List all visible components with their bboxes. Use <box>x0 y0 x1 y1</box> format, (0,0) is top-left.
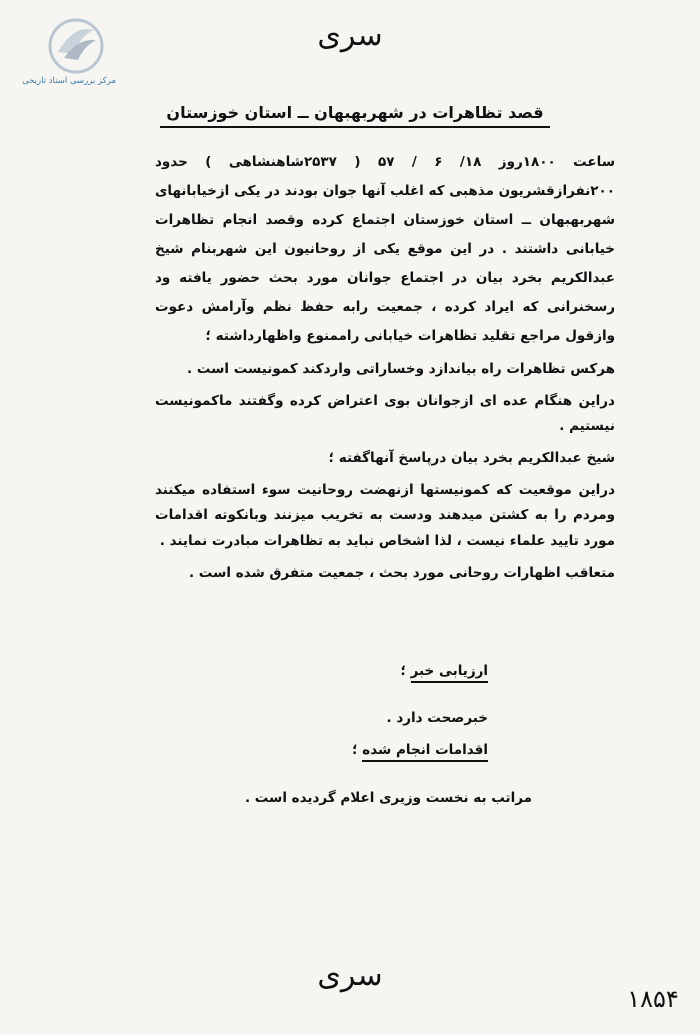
body-paragraph: متعاقب اظهارات روحانی مورد بحث ، جمعیت متفرق شده است . <box>188 564 615 581</box>
body-paragraph: شیخ عبدالکریم بخرد بیان درپاسخ آنهاگفته ؛ <box>328 450 615 467</box>
evaluation-label: ارزیابی خبر <box>411 663 488 683</box>
actions-field: اقدامات انجام شده ؛ <box>352 742 488 758</box>
page-number: ۱۸۵۴ <box>627 985 679 1013</box>
document-body <box>155 148 615 592</box>
body-paragraph: دراین هنگام عده ای ازجوانان بوی اعتراض کرده وگفتند ماکمونیست نیستیم . <box>155 392 615 435</box>
evaluation-value: خبرصحت دارد . <box>386 710 488 726</box>
body-paragraph: هرکس تظاهرات راه بیاندازد وخساراتی واردکند کمونیست است . <box>187 361 615 378</box>
evaluation-field: ارزیابی خبر ؛ <box>401 663 488 679</box>
actions-value: مراتب به نخست وزیری اعلام گردیده است . <box>244 790 532 806</box>
body-paragraph: ساعت ۱۸۰۰روز ۱۸/ ۶ / ۵۷ ( ۲۵۳۷شاهنشاهی ) حدود ۲۰۰نفرازقشریون مذهبی که اغلب آنها جوان بودند در یکی ازخیابانهای شهربهبهان ــ استان خوزستان اجتماع کرده وقصد انجام تظاهرات خیابانی داشتند . در این موقع یکی از روحانیون این شهربنام شیخ عبدالکریم بخرد بیان در اجتماع جوانان مورد بحث حضور یافته ود رسخنرانی که ایراد کرده ، جمعیت رابه حفظ نظم وآرامش دعوت وازقول مراجع تقلید تظاهرات خیابانی راممنوع واظهارداشته ؛ <box>155 154 615 345</box>
document-title: قصد تظاهرات در شهربهبهان ــ استان خوزستان <box>160 103 550 128</box>
actions-label: اقدامات انجام شده <box>362 742 488 762</box>
body-paragraph: دراین موقعیت که کمونیستها ازنهضت روحانیت سوء استفاده میکنند ومردم را به کشتن میدهند ودست به تخریب میزنند وبانکوته اقدامات مورد تایید علماء نیست ، لذا اشخاص نباید به تظاهرات مبادرت نمایند . <box>155 481 615 549</box>
classification-top: سری <box>317 18 383 53</box>
classification-bottom: سری <box>317 958 383 993</box>
watermark-org-name: مرکز بررسی اسناد تاریخی <box>22 76 116 86</box>
